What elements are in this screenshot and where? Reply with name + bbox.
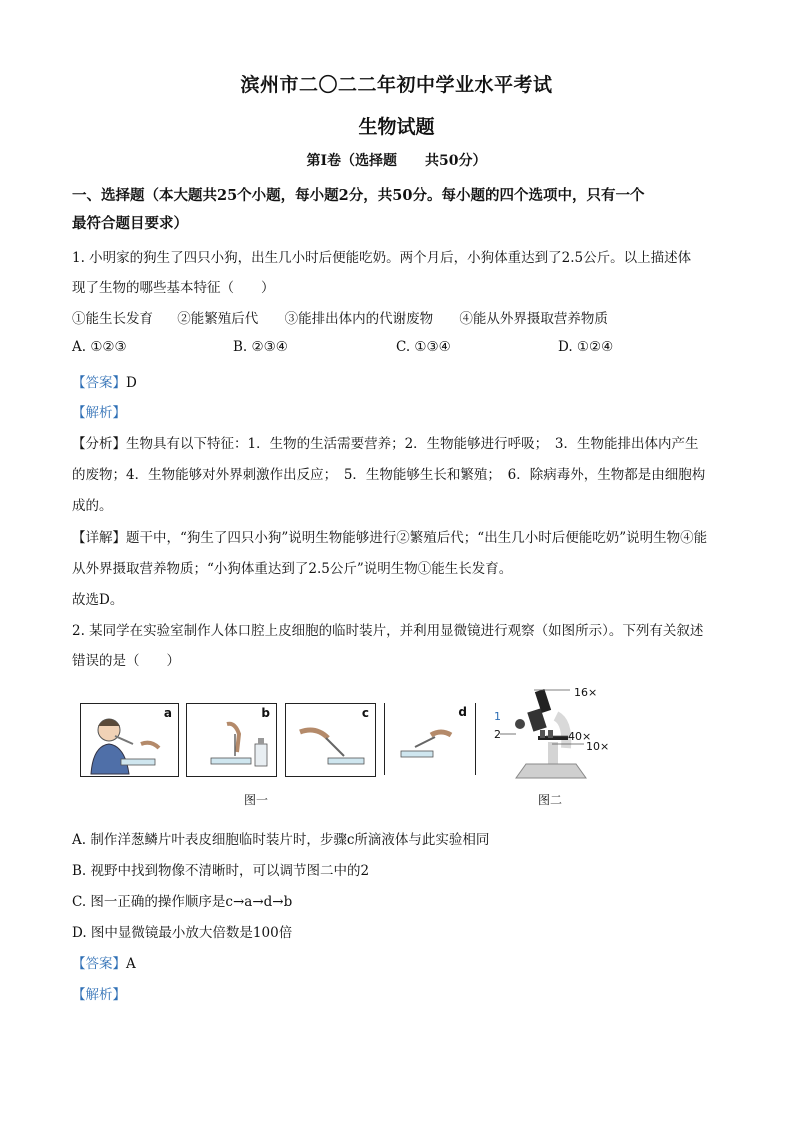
q2-stem-line2: 错误的是（ ） xyxy=(72,653,180,669)
q1-analysis-tag: 【解析】 xyxy=(72,405,126,421)
q1-fenxi-line1 xyxy=(72,432,699,452)
figure2-caption: 图二 xyxy=(538,793,563,807)
q2-analysis-tag: 【解析】 xyxy=(72,987,126,1003)
q2-stem-line1: 2. 某同学在实验室制作人体口腔上皮细胞的临时装片，并利用显微镜进行观察（如图所示）。下列有关叙述 xyxy=(72,623,704,639)
objective10-label: 10× xyxy=(586,740,610,753)
exam-title: 滨州市二〇二二年初中学业水平考试 xyxy=(240,74,553,96)
q1-conclusion: 故选D。 xyxy=(72,592,124,608)
q1-xiangjie-line1 xyxy=(72,526,707,546)
section-heading-line1: 一、选择题（本大题共25个小题，每小题2分，共50分。每小题的四个选项中，只有一个 xyxy=(72,187,645,204)
answer-value: D xyxy=(126,375,137,391)
q1-option-a: A. ①②③ xyxy=(72,339,127,355)
microscope-icon xyxy=(486,686,616,786)
knob1-label: 1 xyxy=(494,710,501,723)
fenxi-text1: 生物具有以下特征：1．生物的生活需要营养；2．生物能够进行呼吸； 3．生物能排出体内产生 xyxy=(126,436,699,452)
figure1-caption: 图一 xyxy=(244,793,269,807)
figure1-panel-b xyxy=(186,703,277,777)
answer-tag: 【答案】 xyxy=(72,956,126,972)
q1-xiangjie-line2: 从外界摄取营养物质；“小狗体重达到了2.5公斤”说明生物①能生长发育。 xyxy=(72,561,513,577)
section-heading-line2: 最符合题目要求） xyxy=(72,215,188,232)
q1-option-b: B. ②③④ xyxy=(233,339,288,355)
q1-feature-4: ④能从外界摄取营养物质 xyxy=(459,311,608,327)
xiangjie-text1: 题干中，“狗生了四只小狗”说明生物能够进行②繁殖后代；“出生几小时后便能吃奶”说明生物④能 xyxy=(126,530,708,546)
q2-option-c: C. 图一正确的操作顺序是c→a→d→b xyxy=(72,894,293,910)
q1-stem-line1: 1. 小明家的狗生了四只小狗，出生几小时后便能吃奶。两个月后，小狗体重达到了2.5公斤。以上描述体 xyxy=(72,250,692,266)
q1-option-c: C. ①③④ xyxy=(396,339,451,355)
answer-value: A xyxy=(126,956,136,972)
panel-label-b: b xyxy=(261,706,270,720)
q2-answer xyxy=(72,952,136,972)
exam-subtitle: 生物试题 xyxy=(358,116,435,138)
q2-option-d: D. 图中显微镜最小放大倍数是100倍 xyxy=(72,925,293,941)
q2-option-a: A. 制作洋葱鳞片叶表皮细胞临时装片时，步骤c所滴液体与此实验相同 xyxy=(72,832,490,848)
panel-label-c: c xyxy=(361,706,369,720)
xiangjie-tag: 【详解】 xyxy=(72,530,126,546)
knob2-label: 2 xyxy=(494,728,501,741)
panel-label-a: a xyxy=(163,706,172,720)
q1-feature-1: ①能生长发育 xyxy=(72,311,153,327)
figure1-panel-c xyxy=(285,703,376,777)
part-heading: 第Ⅰ卷（选择题 共50分） xyxy=(306,153,487,169)
q1-option-d: D. ①②④ xyxy=(558,339,614,355)
q1-features xyxy=(72,307,608,327)
q1-answer xyxy=(72,371,137,391)
q2-option-b: B. 视野中找到物像不清晰时，可以调节图二中的2 xyxy=(72,863,370,879)
answer-tag: 【答案】 xyxy=(72,375,126,391)
eyepiece-label: 16× xyxy=(574,686,598,699)
q1-feature-2: ②能繁殖后代 xyxy=(177,311,259,327)
figure1-panel-a xyxy=(80,703,179,777)
fenxi-tag: 【分析】 xyxy=(72,436,126,452)
panel-label-d: d xyxy=(458,705,467,719)
objective40-label: 40× xyxy=(568,730,592,743)
figure2-microscope xyxy=(486,686,616,786)
q1-fenxi-line3: 成的。 xyxy=(72,498,113,514)
q1-feature-3: ③能排出体内的代谢废物 xyxy=(284,311,434,327)
q1-fenxi-line2: 的废物；4．生物能够对外界刺激作出反应； 5．生物能够生长和繁殖； 6．除病毒外，生物都是由细胞构 xyxy=(72,467,706,483)
figure1-panel-d xyxy=(384,703,476,775)
q1-stem-line2: 现了生物的哪些基本特征（ ） xyxy=(72,280,275,296)
